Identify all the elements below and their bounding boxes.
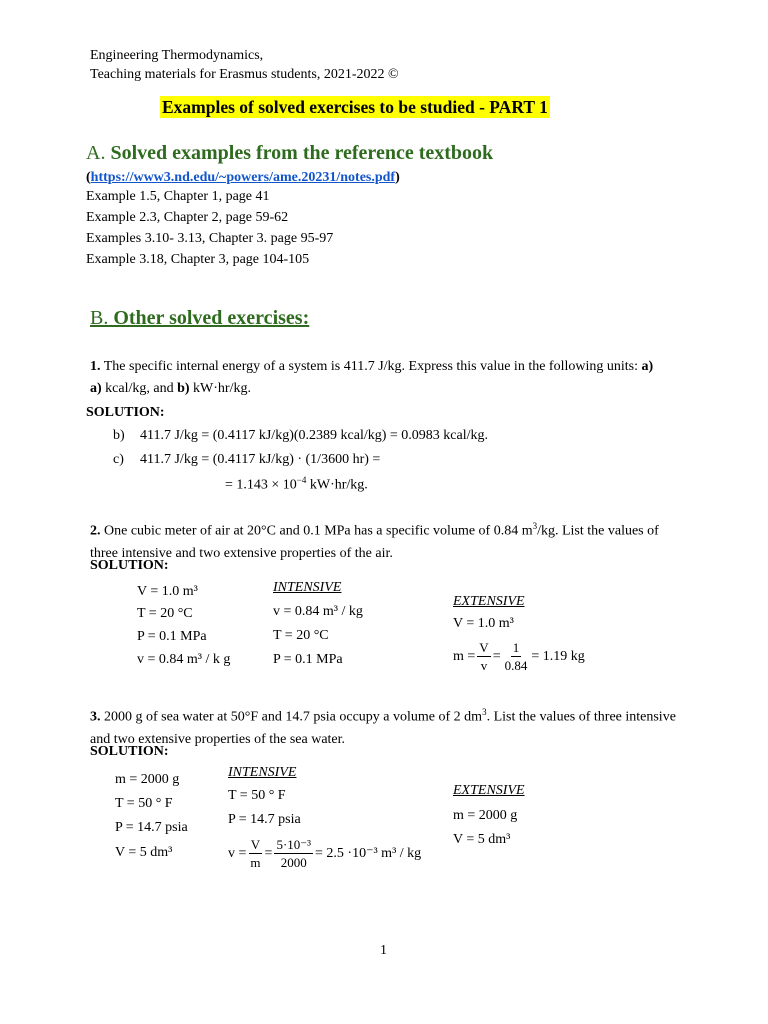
solution-line: 411.7 J/kg = (0.4117 kJ/kg)(0.2389 kcal/kg) = 0.0983 kcal/kg. — [140, 428, 488, 443]
given-value: v = 0.84 m³ / k g — [137, 652, 231, 667]
page-number: 1 — [380, 943, 387, 958]
specific-volume-equation: v = $\frac{V}{m}$ = $\frac{\text{5·10⁻³}}{2000}$ = 2.5 ·10⁻³ m³ / kg — [228, 837, 422, 870]
given-value: T = 20 °C — [137, 606, 193, 621]
given-value: V = 5 dm³ — [115, 845, 173, 860]
given-value: V = 1.0 m³ — [137, 584, 198, 599]
example-item: Example 3.18, Chapter 3, page 104-105 — [86, 252, 310, 267]
extensive-value: V = 5 dm³ — [453, 832, 511, 847]
solution-label: SOLUTION: — [90, 744, 169, 759]
document-title: Examples of solved exercises to be studied - PART 1 — [162, 97, 548, 117]
given-value: P = 14.7 psia — [115, 820, 188, 835]
extensive-value: V = 1.0 m³ — [453, 616, 514, 631]
extensive-label: EXTENSIVE — [453, 594, 525, 609]
course-subtitle: Teaching materials for Erasmus students, 2021-2022 © — [90, 67, 399, 82]
solution-label: SOLUTION: — [90, 558, 169, 573]
example-item: Examples 3.10- 3.13, Chapter 3. page 95-97 — [86, 231, 334, 246]
reference-link[interactable]: https://www3.nd.edu/~powers/ame.20231/notes.pdf — [90, 170, 396, 185]
intensive-value: P = 14.7 psia — [228, 812, 301, 827]
mass-equation: m = $\frac{V}{v}$ = $\frac{1}{0.84}$ = 1.19 kg — [453, 640, 585, 673]
extensive-value: m = 2000 g — [453, 808, 518, 823]
solution-label: SOLUTION: — [86, 405, 165, 420]
exercise-3-statement: 3. 2000 g of sea water at 50°F and 14.7 psia occupy a volume of 2 $dm^3$. List the values of three intensive and two extensive properties of the sea water. — [90, 707, 676, 747]
intensive-label: INTENSIVE — [228, 765, 297, 780]
intensive-value: v = 0.84 m³ / kg — [273, 604, 363, 619]
section-a-heading: A. Solved examples from the reference textbook — [86, 142, 494, 164]
given-value: m = 2000 g — [115, 772, 180, 787]
intensive-label: INTENSIVE — [273, 580, 342, 595]
exercise-2-statement: 2. One cubic meter of air at 20°C and 0.1 MPa has a specific volume of 0.84 $m^3/kg$. List the values of three intensive and two extensive properties of the air. — [90, 521, 659, 561]
intensive-value: T = 50 ° F — [228, 788, 286, 803]
solution-line: 411.7 J/kg = (0.4117 kJ/kg) · (1/3600 hr) = — [140, 452, 381, 467]
solution-item-label: b) — [113, 428, 125, 443]
section-b-heading: B. Other solved exercises: — [90, 307, 310, 329]
given-value: T = 50 ° F — [115, 796, 173, 811]
reference-link-line: (https://www3.nd.edu/~powers/ame.20231/notes.pdf) — [86, 170, 400, 185]
example-item: Example 1.5, Chapter 1, page 41 — [86, 189, 270, 204]
course-title: Engineering Thermodynamics, — [90, 48, 264, 63]
exercise-1-statement: 1. The specific internal energy of a system is 411.7 J/kg. Express this value in the following units: a) a) kcal/kg, and b) kW·hr/kg. — [90, 359, 654, 396]
extensive-label: EXTENSIVE — [453, 783, 525, 798]
solution-line: = $1.143 \times 10^{-4}$ kW·hr/kg. — [225, 475, 368, 493]
solution-item-label: c) — [113, 452, 124, 467]
given-value: P = 0.1 MPa — [137, 629, 207, 644]
intensive-value: P = 0.1 MPa — [273, 652, 343, 667]
example-item: Example 2.3, Chapter 2, page 59-62 — [86, 210, 289, 225]
intensive-value: T = 20 °C — [273, 628, 329, 643]
